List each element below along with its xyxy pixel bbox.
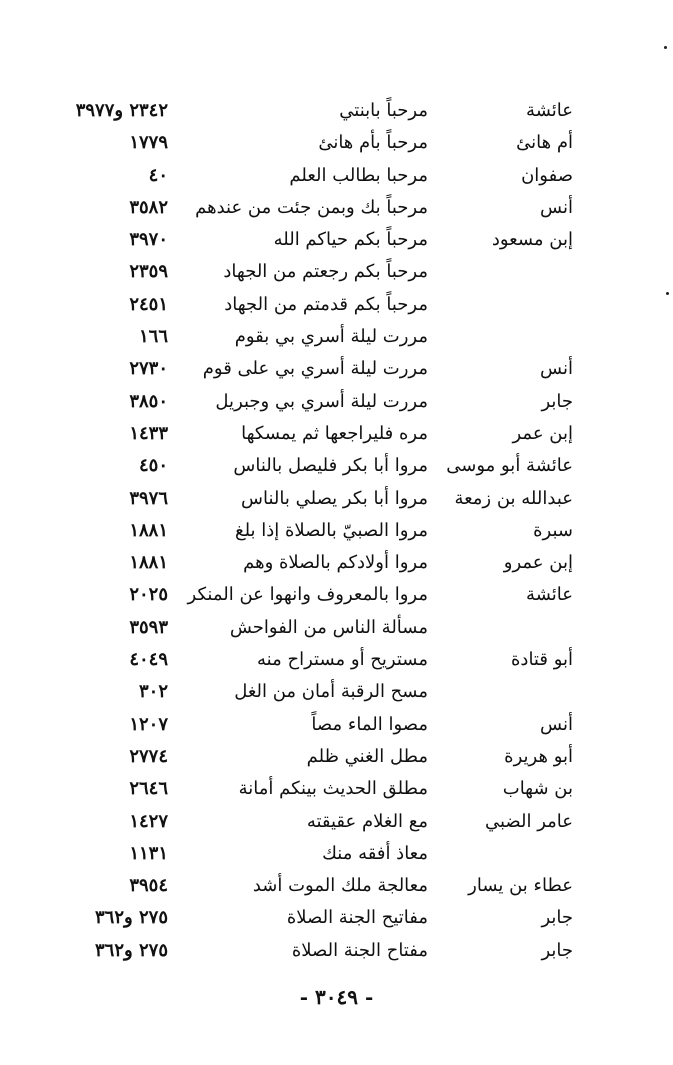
narrator-cell: عائشة [526,100,573,121]
reference-number-cell: ٢٦٤٦ [129,778,168,800]
narrator-cell: عطاء بن يسار [468,875,573,897]
index-row [0,95,673,127]
hadith-cell: مرحباً بكم حياكم الله [273,229,428,251]
reference-number-cell: ١١٣١ [129,842,168,864]
narrator-cell: عائشة أبو موسى [446,455,573,477]
hadith-cell: مطل الغني ظلم [306,745,428,767]
narrator-cell: إبن مسعود [491,229,573,251]
index-row [0,386,673,418]
hadith-cell: مفاتيح الجنة الصلاة [286,907,428,929]
hadith-cell: مرحباً بكم رجعتم من الجهاد [223,261,428,283]
narrator-cell: جابر [541,939,573,961]
reference-number-cell: ٢٧٥ و٣٦٢ [95,907,168,929]
narrator-cell [443,612,573,644]
narrator-cell: صفوان [521,164,573,186]
reference-number-cell: ٢٧٣٠ [129,358,168,380]
reference-number-cell: ٢٠٢٥ [129,584,168,606]
narrator-cell: سبرة [533,519,573,541]
index-table [0,95,673,967]
reference-number-cell: ٢٣٤٢ و٣٩٧٧ [75,100,168,121]
hadith-cell: مفتاح الجنة الصلاة [291,939,428,961]
index-row [0,676,673,708]
index-row [0,256,673,288]
reference-number-cell: ٣٥٩٣ [129,616,168,638]
narrator-cell: أم هانئ [516,132,573,154]
index-row [0,644,673,676]
narrator-cell: أنس [540,196,573,218]
index-row [0,127,673,159]
index-row [0,806,673,838]
hadith-cell: مروا أبا بكر يصلي بالناس [241,487,428,509]
narrator-cell: إبن عمر [512,422,573,444]
narrator-cell [443,321,573,353]
reference-number-cell: ٤٠ [148,164,168,186]
reference-number-cell: ٣٩٥٤ [129,875,168,897]
index-row [0,450,673,482]
reference-number-cell: ٢٧٧٤ [129,745,168,767]
reference-number-cell: ٣٨٥٠ [129,390,168,412]
reference-number-cell: ١٤٣٣ [129,422,168,444]
reference-number-cell: ٤٥٠ [138,455,168,477]
reference-number-cell: ١٢٠٧ [129,713,168,735]
narrator-cell: أنس [540,713,573,735]
index-row [0,870,673,902]
reference-number-cell: ١٦٦ [138,326,168,348]
index-row [0,515,673,547]
index-row [0,321,673,353]
narrator-cell [443,838,573,870]
narrator-cell: أبو قتادة [511,649,573,671]
index-row [0,579,673,611]
hadith-cell: مصوا الماء مصاً [311,713,428,735]
hadith-cell: مروا أبا بكر فليصل بالناس [233,455,428,477]
hadith-cell: مرحباً بأم هانئ [318,132,428,154]
hadith-cell: مرحبا بطالب العلم [289,164,428,186]
reference-number-cell: ١٨٨١ [129,552,168,574]
hadith-cell: مطلق الحديث بينكم أمانة [238,778,428,800]
index-row [0,289,673,321]
index-row [0,483,673,515]
hadith-cell: مع الغلام عقيقته [306,810,428,832]
hadith-cell: معاذ أفقه منك [322,842,428,864]
hadith-cell: معالجة ملك الموت أشد [252,875,428,897]
hadith-cell: مره فليراجعها ثم يمسكها [241,422,428,444]
narrator-cell: إبن عمرو [503,552,573,574]
narrator-cell: عبدالله بن زمعة [454,487,573,509]
narrator-cell: عامر الضبي [484,810,573,832]
reference-number-cell: ١٨٨١ [129,519,168,541]
hadith-cell: مررت ليلة أسري بي بقوم [234,326,428,348]
index-row [0,224,673,256]
index-row [0,160,673,192]
reference-number-cell: ٣٩٧٠ [129,229,168,251]
index-row [0,547,673,579]
index-row [0,418,673,450]
narrator-cell: بن شهاب [502,778,573,800]
reference-number-cell: ٢٧٥ و٣٦٢ [95,939,168,961]
narrator-cell: جابر [541,907,573,929]
reference-number-cell: ٣٠٢ [138,681,168,703]
narrator-cell: أنس [540,358,573,380]
reference-number-cell: ٤٠٤٩ [129,649,168,671]
narrator-cell: أبو هريرة [504,745,573,767]
index-row [0,709,673,741]
reference-number-cell: ١٧٧٩ [129,132,168,154]
reference-number-cell: ٢٤٥١ [129,293,168,315]
hadith-cell: مرحباً بك وبمن جئت من عندهم [195,196,428,218]
reference-number-cell: ٢٣٥٩ [129,261,168,283]
hadith-cell: مسألة الناس من الفواحش [229,616,428,638]
index-row [0,612,673,644]
index-row [0,935,673,967]
index-row [0,773,673,805]
hadith-cell: مروا الصبيّ بالصلاة إذا بلغ [234,519,428,541]
scan-mark [664,46,667,49]
page-number: - ٣٠٤٩ - [299,985,374,1009]
reference-number-cell: ٣٥٨٢ [129,196,168,218]
reference-number-cell: ١٤٢٧ [129,810,168,832]
reference-number-cell: ٣٩٧٦ [129,487,168,509]
hadith-cell: مررت ليلة أسري بي على قوم [202,358,428,380]
hadith-cell: مرحباً بابنتي [339,100,428,121]
hadith-cell: مروا بالمعروف وانهوا عن المنكر [187,584,428,606]
hadith-cell: مستريح أو مستراح منه [257,649,428,671]
narrator-cell [443,289,573,321]
index-row [0,353,673,385]
narrator-cell: جابر [541,390,573,412]
narrator-cell: عائشة [526,584,573,606]
index-row [0,741,673,773]
hadith-cell: مسح الرقبة أمان من الغل [234,681,428,703]
index-row [0,902,673,934]
narrator-cell [443,676,573,708]
narrator-cell [443,256,573,288]
index-row [0,838,673,870]
hadith-cell: مروا أولادكم بالصلاة وهم [243,552,428,574]
hadith-cell: مررت ليلة أسري بي وجبريل [215,390,428,412]
index-row [0,192,673,224]
hadith-cell: مرحباً بكم قدمتم من الجهاد [224,293,428,315]
